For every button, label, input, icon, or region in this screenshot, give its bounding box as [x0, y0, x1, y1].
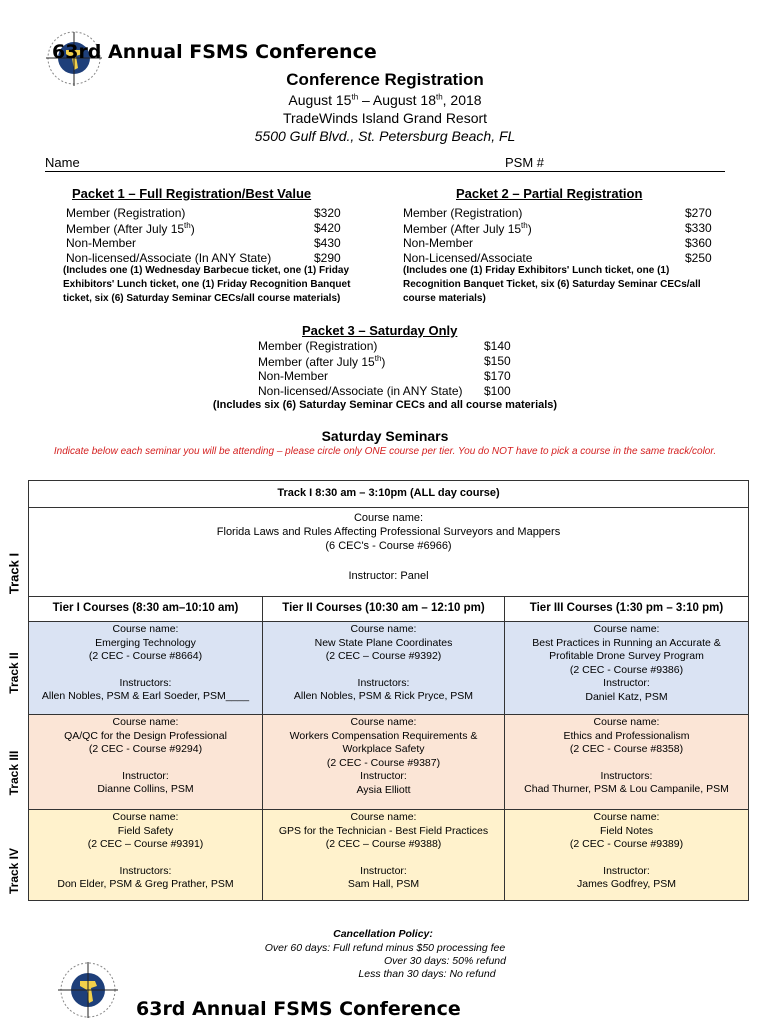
course-cell[interactable]: Course name: Field Safety (2 CEC – Course #9391) Instructors: Don Elder, PSM & Greg Prather, PSM	[29, 810, 263, 901]
packet2-row: Member (After July 15th) $330	[403, 221, 712, 236]
course-cell[interactable]: Course name: GPS for the Technician - Best Field Practices (2 CEC – Course #9388) Instructor: Sam Hall, PSM	[263, 810, 505, 901]
packet1-row: Non-Member $430	[66, 236, 341, 250]
packet2-title: Packet 2 – Partial Registration	[456, 186, 643, 201]
course-cell[interactable]: Course name: Workers Compensation Requirements & Workplace Safety (2 CEC - Course #9387) Instructor: Aysia Elliott	[263, 715, 505, 810]
packet2-includes: (Includes one (1) Friday Exhibitors' Lunch ticket, one (1) Recognition Banquet Ticket, six (6) Saturday Seminar CECs/all course materials)	[403, 265, 701, 304]
address: 5500 Gulf Blvd., St. Petersburg Beach, FL	[254, 128, 516, 144]
footer-conference-title: 63rd Annual FSMS Conference	[136, 998, 461, 1020]
venue: TradeWinds Island Grand Resort	[282, 110, 488, 126]
packet2-row: Member (Registration) $270	[403, 206, 712, 220]
track1-course-row	[29, 508, 749, 597]
packet1-title: Packet 1 – Full Registration/Best Value	[72, 186, 312, 201]
course-instructor: Instructor: Panel	[348, 570, 429, 582]
track4-label: Track IV	[7, 847, 21, 895]
track1-course-cell[interactable]	[29, 508, 749, 597]
track4-row	[29, 810, 749, 901]
packet1-row: Non-licensed/Associate (In ANY State) $290	[66, 251, 341, 265]
course-cell[interactable]: Course name: Best Practices in Running an Accurate & Profitable Drone Survey Program (2 CEC - Course #9386) Instructor: Daniel Katz, PSM	[505, 622, 749, 715]
course-cell[interactable]: Course name: New State Plane Coordinates (2 CEC – Course #9392) Instructors: Allen Nobles, PSM & Rick Pryce, PSM	[263, 622, 505, 715]
conference-dates: August 15th – August 18th, 2018	[288, 92, 482, 108]
psm-label: PSM #	[505, 155, 545, 170]
cancellation-line3: Less than 30 days: No refund	[358, 968, 496, 980]
track2-label: Track II	[7, 652, 21, 694]
course-label: Course name:	[353, 512, 424, 524]
tier-2-header: Tier II Courses (10:30 am – 12:10 pm)	[263, 597, 505, 622]
packet3-row: Member (after July 15th) $150	[258, 354, 511, 369]
packet3-includes: (Includes six (6) Saturday Seminar CECs and all course materials)	[212, 399, 558, 411]
track2-row	[29, 622, 749, 715]
seminar-grid	[28, 480, 749, 901]
packet3-row: Member (Registration) $140	[258, 339, 511, 353]
registration-heading: Conference Registration	[286, 70, 484, 89]
cancellation-line1: Over 60 days: Full refund minus $50 processing fee	[264, 942, 506, 954]
track1-header: Track I 8:30 am – 3:10pm (ALL day course)	[29, 481, 749, 508]
track1-header-row	[29, 481, 749, 508]
course-cell[interactable]: Course name: Emerging Technology (2 CEC - Course #8664) Instructors: Allen Nobles, PSM & Earl Soeder, PSM____	[29, 622, 263, 715]
packet2-row: Non-Licensed/Associate $250	[403, 251, 712, 265]
tier-3-header: Tier III Courses (1:30 pm – 3:10 pm)	[505, 597, 749, 622]
seminars-heading: Saturday Seminars	[321, 428, 449, 444]
name-label: Name	[45, 155, 80, 170]
fsms-logo-footer	[48, 956, 124, 1022]
packet1-row: Member (After July 15th) $420	[66, 221, 341, 236]
tier-1-header: Tier I Courses (8:30 am–10:10 am)	[29, 597, 263, 622]
packet3-row: Non-Member $170	[258, 369, 511, 383]
packet3-row: Non-licensed/Associate (in ANY State) $100	[258, 384, 511, 398]
track1-label: Track I	[6, 552, 22, 595]
packet1-includes: (Includes one (1) Wednesday Barbecue ticket, one (1) Friday Exhibitors' Lunch ticket, one (1) Friday Recognition Banquet ticket, six (6) Saturday Seminar CECs/all course materials)	[63, 265, 351, 304]
course-title: Florida Laws and Rules Affecting Professional Surveyors and Mappers	[216, 526, 561, 538]
course-cec: (6 CEC's - Course #6966)	[325, 540, 452, 552]
packet3-title: Packet 3 – Saturday Only	[302, 323, 458, 338]
seminars-note: Indicate below each seminar you will be attending – please circle only ONE course per tier. You do NOT have to pick a course in the same track/color.	[53, 446, 717, 457]
cancellation-title: Cancellation Policy:	[333, 928, 433, 940]
course-cell[interactable]: Course name: Ethics and Professionalism (2 CEC - Course #8358) Instructors: Chad Thurner, PSM & Lou Campanile, PSM	[505, 715, 749, 810]
conference-title: 63rd Annual FSMS Conference	[52, 41, 377, 63]
packet1-row: Member (Registration) $320	[66, 206, 341, 220]
name-psm-line[interactable]	[45, 155, 725, 172]
packet2-row: Non-Member $360	[403, 236, 712, 250]
cancellation-line2: Over 30 days: 50% refund	[384, 955, 506, 967]
course-cell[interactable]: Course name: QA/QC for the Design Professional (2 CEC - Course #9294) Instructor: Dianne Collins, PSM	[29, 715, 263, 810]
track3-label: Track III	[7, 750, 21, 796]
course-cell[interactable]: Course name: Field Notes (2 CEC - Course #9389) Instructor: James Godfrey, PSM	[505, 810, 749, 901]
tier-header-row	[29, 597, 749, 622]
track3-row	[29, 715, 749, 810]
